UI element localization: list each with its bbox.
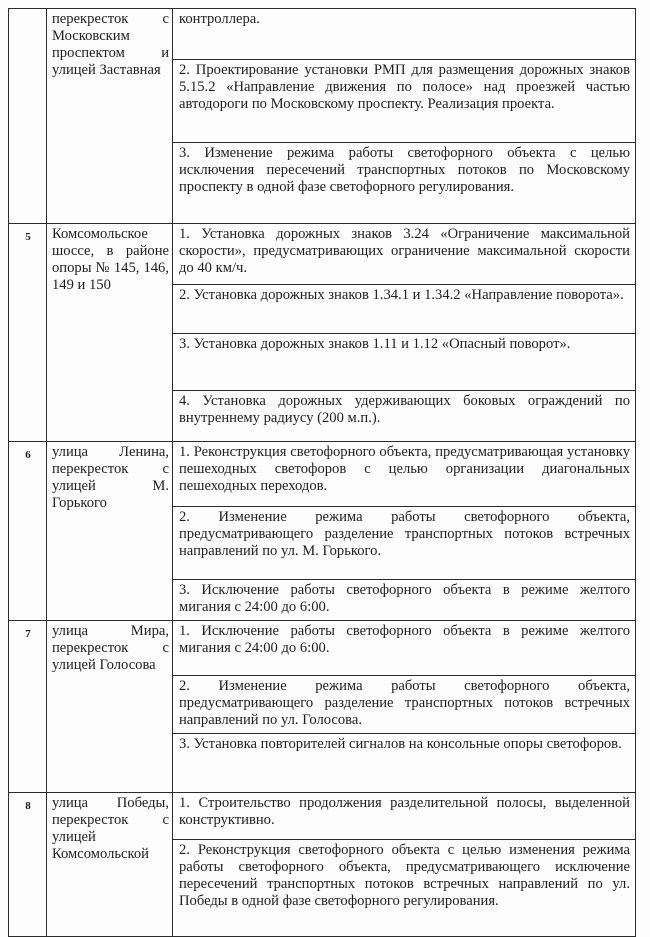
table-row bbox=[9, 621, 636, 676]
location-cell: улица Победы, перекресток с улицей Комсомольской bbox=[47, 793, 173, 937]
action-cell: 1. Строительство продолжения разделительной полосы, выделенной конструктивно. bbox=[173, 793, 636, 840]
location-cell: улица Ленина, перекресток с улицей М. Горького bbox=[47, 442, 173, 621]
row-number-cell: 6 bbox=[9, 442, 47, 621]
action-cell: 1. Исключение работы светофорного объекта в режиме желтого мигания с 24:00 до 6:00. bbox=[173, 621, 636, 676]
action-cell: 3. Установка дорожных знаков 1.11 и 1.12 «Опасный поворот». bbox=[173, 334, 636, 391]
action-cell: 3. Изменение режима работы светофорного объекта с целью исключения пересечений транспортных потоков по Московскому проспекту в одной фазе светофорного регулирования. bbox=[173, 143, 636, 224]
action-cell: 3. Установка повторителей сигналов на консольные опоры светофоров. bbox=[173, 734, 636, 793]
measures-table bbox=[8, 8, 636, 937]
row-number-cell: 8 bbox=[9, 793, 47, 937]
table-row bbox=[9, 224, 636, 285]
table-row bbox=[9, 442, 636, 507]
location-cell: перекресток с Московским проспектом и улицей Заставная bbox=[47, 9, 173, 224]
location-cell: Комсомольское шоссе, в районе опоры № 145, 146, 149 и 150 bbox=[47, 224, 173, 442]
action-cell: 4. Установка дорожных удерживающих боковых ограждений по внутреннему радиусу (200 м.п.). bbox=[173, 391, 636, 442]
action-cell: 2. Изменение режима работы светофорного объекта, предусматривающего разделение транспортных потоков встречных направлений по ул. М. Горького. bbox=[173, 507, 636, 580]
row-number-cell: 7 bbox=[9, 621, 47, 793]
action-cell: 2. Установка дорожных знаков 1.34.1 и 1.34.2 «Направление поворота». bbox=[173, 285, 636, 334]
action-cell: 3. Исключение работы светофорного объекта в режиме желтого мигания с 24:00 до 6:00. bbox=[173, 580, 636, 621]
table-row bbox=[9, 793, 636, 840]
table-row bbox=[9, 9, 636, 60]
row-number-cell bbox=[9, 9, 47, 224]
action-cell: 1. Установка дорожных знаков 3.24 «Ограничение максимальной скорости», предусматривающих ограничение максимальной скорости до 40 км/ч. bbox=[173, 224, 636, 285]
row-number-cell: 5 bbox=[9, 224, 47, 442]
action-cell: 2. Проектирование установки РМП для размещения дорожных знаков 5.15.2 «Направление движения по полосе» над проезжей частью автодороги по Московскому проспекту. Реализация проекта. bbox=[173, 60, 636, 143]
location-cell: улица Мира, перекресток с улицей Голосова bbox=[47, 621, 173, 793]
action-cell: контроллера. bbox=[173, 9, 636, 60]
action-cell: 2. Реконструкция светофорного объекта с целью изменения режима работы светофорного объекта, предусматривающего исключение пересечений транспортных потоков встречных направлений по ул. Победы в одной фазе светофорного регулирования. bbox=[173, 840, 636, 937]
action-cell: 1. Реконструкция светофорного объекта, предусматривающая установку пешеходных светофоров с целью организации диагональных пешеходных переходов. bbox=[173, 442, 636, 507]
measures-table-body bbox=[9, 9, 636, 937]
action-cell: 2. Изменение режима работы светофорного объекта, предусматривающего разделение транспортных потоков встречных направлений по ул. Голосова. bbox=[173, 676, 636, 734]
